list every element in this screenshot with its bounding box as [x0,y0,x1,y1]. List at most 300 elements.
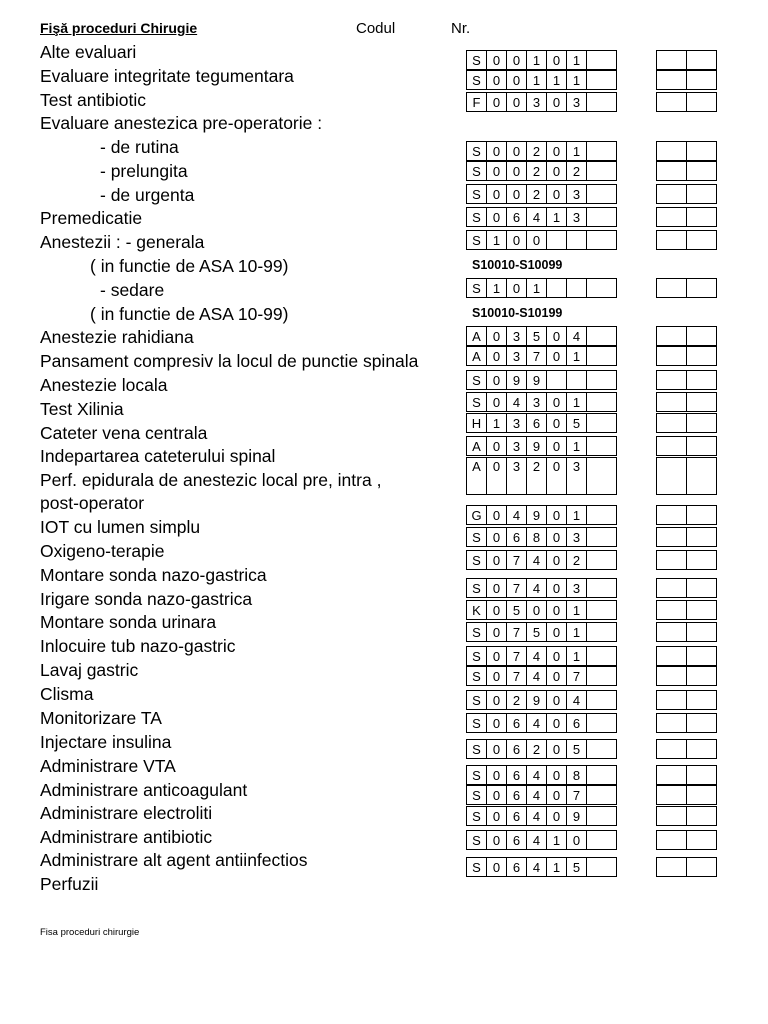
code-cell[interactable]: 0 [486,50,507,70]
nr-cell[interactable] [656,830,687,850]
nr-cell[interactable] [656,739,687,759]
nr-cell[interactable] [656,806,687,826]
code-cell[interactable]: 4 [526,830,547,850]
code-cell[interactable]: 0 [486,436,507,456]
code-cell-extra[interactable] [586,50,617,70]
code-cell[interactable]: 2 [526,141,547,161]
code-cell[interactable]: 0 [486,70,507,90]
code-cell[interactable]: 3 [566,207,587,227]
code-cell[interactable]: 5 [506,600,527,620]
code-cell[interactable]: 0 [506,230,527,250]
code-cell[interactable] [566,278,587,298]
code-cell[interactable]: 0 [546,436,567,456]
code-cell[interactable]: 3 [506,346,527,366]
code-cell[interactable]: 5 [566,857,587,877]
code-cell-extra[interactable] [586,806,617,826]
code-cell[interactable]: S [466,622,487,642]
code-cell[interactable]: 4 [526,666,547,686]
code-cell[interactable]: 4 [526,785,547,805]
code-cell[interactable]: S [466,646,487,666]
code-cell[interactable]: 0 [486,457,507,495]
code-cell[interactable]: S [466,392,487,412]
nr-cell[interactable] [686,550,717,570]
code-cell[interactable]: 0 [546,413,567,433]
code-cell[interactable]: S [466,785,487,805]
nr-cell[interactable] [656,713,687,733]
nr-cell[interactable] [656,230,687,250]
code-cell[interactable]: S [466,161,487,181]
nr-cell[interactable] [656,857,687,877]
nr-cell[interactable] [656,550,687,570]
nr-cell[interactable] [656,785,687,805]
code-cell[interactable]: 2 [526,161,547,181]
code-cell[interactable]: 3 [566,92,587,112]
code-cell[interactable]: 1 [486,230,507,250]
nr-cell[interactable] [686,50,717,70]
code-cell[interactable]: S [466,70,487,90]
code-cell[interactable]: 1 [526,278,547,298]
code-cell[interactable]: 7 [526,346,547,366]
code-cell[interactable]: 0 [506,141,527,161]
code-cell[interactable]: 0 [486,785,507,805]
code-cell-extra[interactable] [586,413,617,433]
code-cell[interactable]: 8 [566,765,587,785]
code-cell[interactable] [566,370,587,390]
code-cell[interactable]: S [466,830,487,850]
code-cell[interactable]: 6 [506,713,527,733]
procedure-label: Indepartarea cateterului spinal [40,446,276,466]
nr-cell[interactable] [656,207,687,227]
nr-cell[interactable] [686,527,717,547]
nr-cell[interactable] [686,830,717,850]
code-cell-extra[interactable] [586,739,617,759]
code-cell[interactable]: A [466,436,487,456]
code-cell-extra[interactable] [586,70,617,90]
code-cell-extra[interactable] [586,207,617,227]
nr-cell[interactable] [686,600,717,620]
code-cell[interactable]: 0 [486,161,507,181]
code-cell[interactable]: 4 [506,505,527,525]
code-cell[interactable]: 4 [506,392,527,412]
code-cell-extra[interactable] [586,857,617,877]
code-cell-extra[interactable] [586,184,617,204]
nr-cell[interactable] [686,278,717,298]
code-cell[interactable]: S [466,50,487,70]
code-cell[interactable]: 0 [506,278,527,298]
nr-cell[interactable] [656,578,687,598]
code-cell-extra[interactable] [586,436,617,456]
code-cell[interactable]: 0 [506,70,527,90]
nr-cell[interactable] [686,505,717,525]
code-cell[interactable]: 0 [546,527,567,547]
code-cell-extra[interactable] [586,785,617,805]
code-cell[interactable]: 9 [566,806,587,826]
code-cell[interactable]: 9 [526,505,547,525]
procedure-label: - de rutina [100,137,179,157]
code-cell[interactable]: 0 [486,346,507,366]
nr-cell[interactable] [656,392,687,412]
code-cell[interactable]: 0 [546,550,567,570]
code-cell[interactable]: 3 [526,92,547,112]
nr-cell[interactable] [686,765,717,785]
procedure-label: IOT cu lumen simplu [40,517,201,537]
code-cell[interactable]: 0 [546,739,567,759]
code-cell-extra[interactable] [586,622,617,642]
code-cell[interactable]: 3 [526,392,547,412]
code-cell[interactable]: 1 [566,646,587,666]
code-cell[interactable]: 4 [526,207,547,227]
code-cell[interactable]: 0 [546,666,567,686]
procedure-label: Montare sonda nazo-gastrica [40,565,267,585]
code-cell[interactable]: 0 [546,578,567,598]
code-cell[interactable]: 1 [566,600,587,620]
code-cell[interactable]: S [466,550,487,570]
code-cell[interactable]: 0 [486,857,507,877]
code-cell[interactable]: 4 [526,765,547,785]
code-cell[interactable]: 4 [526,713,547,733]
code-cell[interactable]: 0 [486,184,507,204]
code-cell[interactable]: 1 [546,70,567,90]
code-cell[interactable]: A [466,457,487,495]
procedure-label: Injectare insulina [40,732,172,752]
code-cell-extra[interactable] [586,392,617,412]
code-cell[interactable]: A [466,326,487,346]
nr-cell[interactable] [686,739,717,759]
code-cell-extra[interactable] [586,457,617,495]
nr-cell[interactable] [656,50,687,70]
code-cell[interactable]: 3 [506,457,527,495]
code-cell[interactable]: 9 [526,436,547,456]
code-cell[interactable]: S [466,370,487,390]
code-cell[interactable]: 9 [526,690,547,710]
code-cell[interactable]: 0 [486,527,507,547]
code-cell[interactable]: 0 [486,141,507,161]
nr-cell[interactable] [686,436,717,456]
code-cell[interactable]: 3 [506,413,527,433]
nr-cell[interactable] [686,70,717,90]
code-cell[interactable]: 0 [486,550,507,570]
code-cell[interactable]: 9 [506,370,527,390]
code-cell-extra[interactable] [586,830,617,850]
code-cell-extra[interactable] [586,92,617,112]
nr-cell[interactable] [686,141,717,161]
nr-cell[interactable] [686,346,717,366]
code-cell[interactable]: 1 [566,346,587,366]
nr-cell[interactable] [686,857,717,877]
code-cell[interactable]: A [466,346,487,366]
code-cell-extra[interactable] [586,550,617,570]
code-cell[interactable]: 1 [566,70,587,90]
code-cell[interactable]: 3 [566,184,587,204]
code-cell[interactable]: 8 [526,527,547,547]
nr-cell[interactable] [686,184,717,204]
code-cell[interactable]: S [466,230,487,250]
code-cell[interactable]: 6 [506,806,527,826]
code-cell[interactable]: 0 [486,690,507,710]
code-cell[interactable]: S [466,578,487,598]
code-cell[interactable]: 7 [566,666,587,686]
code-cell[interactable]: 4 [526,857,547,877]
code-cell[interactable]: 3 [566,457,587,495]
nr-cell[interactable] [686,646,717,666]
code-cell[interactable]: 6 [526,413,547,433]
nr-cell[interactable] [686,578,717,598]
code-cell[interactable]: 2 [566,161,587,181]
code-cell[interactable]: G [466,505,487,525]
code-cell[interactable]: 0 [546,622,567,642]
code-cell[interactable]: 6 [506,207,527,227]
code-cell[interactable]: 0 [506,50,527,70]
code-cell-extra[interactable] [586,230,617,250]
code-cell[interactable]: 2 [526,457,547,495]
code-cell-extra[interactable] [586,278,617,298]
code-cell[interactable]: 0 [486,392,507,412]
code-cell[interactable]: 0 [486,830,507,850]
procedure-label: Anestezie locala [40,375,168,395]
code-cell[interactable]: S [466,207,487,227]
nr-cell[interactable] [686,413,717,433]
code-boxes [466,92,717,112]
code-cell[interactable]: 3 [566,527,587,547]
code-cell[interactable]: 0 [546,646,567,666]
code-cell[interactable]: 0 [506,92,527,112]
code-cell[interactable]: S [466,278,487,298]
code-cell[interactable]: 1 [486,413,507,433]
code-cell-extra[interactable] [586,161,617,181]
code-cell[interactable]: 1 [566,622,587,642]
nr-cell[interactable] [656,413,687,433]
nr-cell[interactable] [656,70,687,90]
code-cell[interactable]: 1 [546,857,567,877]
code-cell[interactable]: 0 [546,457,567,495]
code-cell-extra[interactable] [586,713,617,733]
code-cell[interactable]: 6 [506,830,527,850]
nr-cell[interactable] [656,92,687,112]
code-cell[interactable] [546,278,567,298]
code-cell[interactable]: 0 [546,505,567,525]
nr-cell[interactable] [656,600,687,620]
code-cell-extra[interactable] [586,646,617,666]
code-cell[interactable]: 0 [566,830,587,850]
code-cell[interactable]: 0 [526,230,547,250]
nr-cell[interactable] [686,622,717,642]
code-cell[interactable]: 6 [506,765,527,785]
code-cell-extra[interactable] [586,505,617,525]
code-cell[interactable]: 6 [506,785,527,805]
code-cell[interactable]: 0 [506,161,527,181]
code-cell[interactable]: 1 [566,436,587,456]
code-cell[interactable]: 0 [486,806,507,826]
procedure-label: Anestezii : - generala [40,232,205,252]
code-cell[interactable]: 4 [566,690,587,710]
code-cell[interactable]: 4 [566,326,587,346]
code-cell[interactable]: 0 [486,370,507,390]
nr-cell[interactable] [686,92,717,112]
code-cell-extra[interactable] [586,141,617,161]
code-cell[interactable]: F [466,92,487,112]
code-cell[interactable]: 1 [566,141,587,161]
nr-cell[interactable] [656,505,687,525]
code-cell[interactable]: 2 [506,690,527,710]
code-cell[interactable]: 6 [566,713,587,733]
code-cell[interactable]: 6 [506,739,527,759]
nr-cell[interactable] [656,622,687,642]
code-cell-extra[interactable] [586,326,617,346]
code-cell[interactable]: S [466,806,487,826]
code-cell[interactable]: 0 [546,92,567,112]
code-cell[interactable]: 0 [546,50,567,70]
nr-cell[interactable] [656,457,687,495]
nr-cell[interactable] [656,184,687,204]
code-cell[interactable]: 0 [546,600,567,620]
code-cell[interactable]: 0 [486,765,507,785]
code-cell[interactable]: 3 [506,326,527,346]
code-cell[interactable]: 0 [486,505,507,525]
nr-cell[interactable] [656,141,687,161]
nr-cell[interactable] [686,806,717,826]
code-cell[interactable]: 2 [566,550,587,570]
code-cell[interactable]: 0 [546,713,567,733]
code-cell[interactable]: S [466,765,487,785]
nr-cell[interactable] [656,436,687,456]
nr-cell[interactable] [656,765,687,785]
code-cell[interactable]: 0 [486,92,507,112]
procedure-label: Pansament compresiv la locul de punctie spinala [40,351,419,371]
procedure-label: Anestezie rahidiana [40,327,194,347]
code-cell[interactable]: 0 [486,326,507,346]
code-cell[interactable]: 0 [486,646,507,666]
code-cell-extra[interactable] [586,690,617,710]
code-cell[interactable]: 0 [486,600,507,620]
code-cell-extra[interactable] [586,765,617,785]
code-cell[interactable]: 4 [526,578,547,598]
nr-cell[interactable] [656,326,687,346]
code-cell[interactable]: 3 [566,578,587,598]
nr-cell[interactable] [686,161,717,181]
nr-cell[interactable] [656,278,687,298]
code-cell[interactable]: 7 [506,646,527,666]
code-cell-extra[interactable] [586,370,617,390]
nr-cell[interactable] [686,690,717,710]
procedure-label: Cateter vena centrala [40,423,208,443]
code-cell[interactable]: S [466,857,487,877]
nr-cell[interactable] [656,690,687,710]
code-cell[interactable]: 7 [506,578,527,598]
code-cell[interactable]: 0 [546,806,567,826]
code-cell[interactable]: 9 [526,370,547,390]
code-cell-extra[interactable] [586,527,617,547]
code-cell[interactable]: 6 [506,527,527,547]
code-cell[interactable]: S [466,141,487,161]
code-cell-extra[interactable] [586,578,617,598]
code-cell[interactable]: 0 [546,326,567,346]
nr-cell[interactable] [656,346,687,366]
code-cell[interactable]: 0 [546,690,567,710]
code-cell[interactable] [546,370,567,390]
nr-cell[interactable] [656,527,687,547]
code-cell[interactable]: 1 [546,830,567,850]
code-cell[interactable]: 6 [506,857,527,877]
code-cell[interactable]: 2 [526,184,547,204]
code-cell[interactable]: 0 [546,785,567,805]
code-cell[interactable]: 4 [526,550,547,570]
code-cell[interactable]: 0 [546,765,567,785]
code-cell[interactable]: 5 [566,413,587,433]
code-cell[interactable]: S [466,739,487,759]
code-cell[interactable]: 5 [526,622,547,642]
nr-cell[interactable] [686,370,717,390]
code-cell[interactable]: 1 [526,50,547,70]
code-cell[interactable]: 4 [526,806,547,826]
code-cell[interactable]: 0 [546,346,567,366]
code-cell[interactable]: 0 [486,578,507,598]
code-cell[interactable]: H [466,413,487,433]
code-cell[interactable]: 1 [526,70,547,90]
code-cell[interactable]: S [466,184,487,204]
code-cell[interactable]: 0 [486,207,507,227]
code-cell-extra[interactable] [586,666,617,686]
code-cell[interactable]: 1 [486,278,507,298]
nr-cell[interactable] [656,370,687,390]
code-cell[interactable]: S [466,666,487,686]
code-cell[interactable]: K [466,600,487,620]
code-cell[interactable]: 7 [566,785,587,805]
code-cell[interactable]: 1 [566,50,587,70]
nr-cell[interactable] [686,785,717,805]
nr-cell[interactable] [686,666,717,686]
code-cell-extra[interactable] [586,600,617,620]
nr-cell[interactable] [656,161,687,181]
nr-cell[interactable] [656,646,687,666]
code-cell[interactable] [546,230,567,250]
code-cell[interactable]: 7 [506,550,527,570]
nr-cell[interactable] [686,713,717,733]
nr-cell[interactable] [656,666,687,686]
code-cell[interactable]: 2 [526,739,547,759]
code-cell[interactable]: 0 [526,600,547,620]
code-cell[interactable]: 5 [526,326,547,346]
code-cell[interactable]: S [466,527,487,547]
code-cell[interactable]: S [466,713,487,733]
code-cell[interactable]: 0 [486,666,507,686]
code-boxes [466,622,717,642]
code-cell[interactable]: 1 [566,392,587,412]
code-cell[interactable]: 0 [506,184,527,204]
code-cell[interactable]: 0 [546,161,567,181]
code-cell[interactable]: 7 [506,622,527,642]
nr-cell[interactable] [686,230,717,250]
code-cell[interactable]: 0 [546,184,567,204]
code-cell[interactable]: S [466,690,487,710]
code-cell[interactable]: 0 [486,739,507,759]
code-cell[interactable]: 4 [526,646,547,666]
code-cell[interactable]: 5 [566,739,587,759]
code-cell[interactable]: 0 [486,622,507,642]
code-cell[interactable]: 7 [506,666,527,686]
code-cell[interactable]: 0 [486,713,507,733]
code-cell[interactable]: 1 [546,207,567,227]
nr-cell[interactable] [686,326,717,346]
code-cell-extra[interactable] [586,346,617,366]
nr-cell[interactable] [686,392,717,412]
code-cell[interactable]: 0 [546,392,567,412]
code-cell[interactable]: 1 [566,505,587,525]
code-cell[interactable]: 0 [546,141,567,161]
code-cell[interactable]: 3 [506,436,527,456]
nr-cell[interactable] [686,457,717,495]
nr-cell[interactable] [686,207,717,227]
code-cell[interactable] [566,230,587,250]
